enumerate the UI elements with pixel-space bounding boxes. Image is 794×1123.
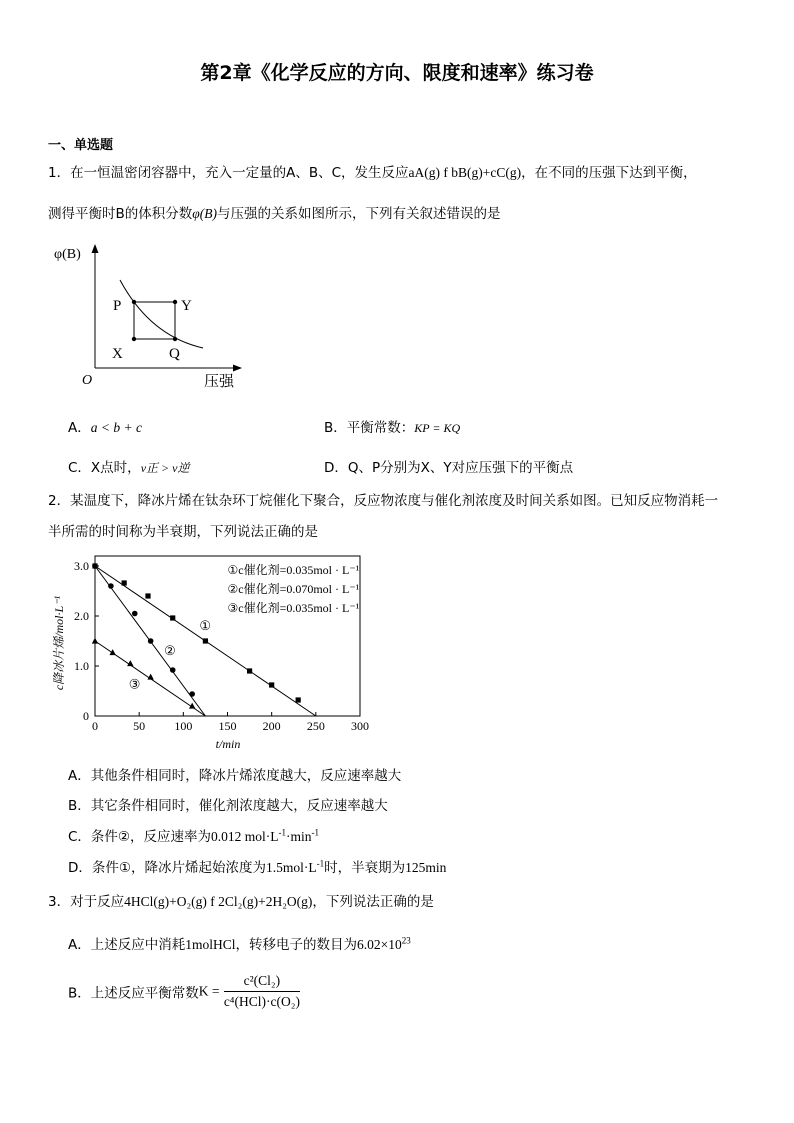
- q2-option-d-d: 125min: [405, 860, 447, 875]
- q1-point-Y: [173, 300, 177, 304]
- x-tick-label: 50: [133, 719, 146, 733]
- q2-option-d-c: 时，半衰期为: [324, 860, 406, 876]
- q1-point-X: [132, 337, 136, 341]
- q3-stem-b: ，下列说法正确的是: [312, 894, 434, 910]
- q2-option-c-a: C．条件②，反应速率为: [68, 829, 212, 845]
- q1-stem-line1: [48, 163, 697, 183]
- q1-point-P: [132, 300, 136, 304]
- q2-option-d[interactable]: [68, 856, 446, 876]
- data-point-circle: [148, 638, 154, 644]
- x-tick-label: 150: [218, 719, 237, 733]
- x-tick-label: 0: [92, 719, 98, 733]
- q2-stem-line2: 半所需的时间称为半衰期，下列说法正确的是: [48, 524, 318, 540]
- q1-phiB: φ(B): [192, 206, 217, 221]
- q3-option-a-d: 6.02×10: [357, 937, 402, 952]
- data-point-triangle: [109, 649, 115, 655]
- q1-graph-origin: O: [82, 373, 93, 388]
- q1-label-X: X: [112, 346, 123, 362]
- q2-chart: [50, 548, 380, 753]
- q3-option-a[interactable]: [68, 933, 411, 953]
- x-tick-label: 300: [351, 719, 369, 733]
- q1-point-Q: [173, 337, 177, 341]
- q3-equation: 4HCl(g)+O₂(g) f 2Cl₂(g)+2H₂O(g): [124, 894, 313, 909]
- q3-option-b[interactable]: [68, 973, 300, 1010]
- y-tick-label: 1.0: [74, 659, 89, 673]
- q3-option-a-b: 1molHCl: [185, 937, 236, 952]
- q2-series-label-3: ③: [128, 676, 141, 692]
- page-title: 第2章《化学反应的方向、限度和速率》练习卷: [200, 62, 594, 84]
- q2-option-c-c: ·min: [286, 829, 312, 844]
- q2-stem-line1: 2．某温度下，降冰片烯在钛杂环丁烷催化下聚合，反应物浓度与催化剂浓度及时间关系如图。已知反应物消耗一: [48, 493, 719, 509]
- q1-option-c-label: C．X点时，: [68, 460, 141, 476]
- q2-option-d-sup: -1: [316, 858, 325, 869]
- q1-graph-ylabel: φ(B): [54, 247, 81, 262]
- y-tick-label: 3.0: [74, 559, 89, 573]
- q3-option-b-a: B．上述反应平衡常数: [68, 985, 199, 1002]
- data-point-triangle: [92, 638, 98, 644]
- data-point-triangle: [147, 674, 153, 680]
- q3-fraction-num: c²(Cl₂): [224, 973, 300, 992]
- data-point-square: [296, 697, 301, 702]
- q3-stem: [48, 892, 434, 912]
- q1-x-arrow: [233, 365, 242, 372]
- legend-entry-2: ②c催化剂=0.070mol · L⁻¹: [227, 582, 360, 596]
- q2-option-b[interactable]: B．其它条件相同时，催化剂浓度越大，反应速率越大: [68, 798, 388, 814]
- q2-option-a[interactable]: A．其他条件相同时，降冰片烯浓度越大，反应速率越大: [68, 768, 402, 784]
- data-point-square: [247, 668, 252, 673]
- q1-label-P: P: [113, 298, 122, 314]
- q3-fraction-den: c⁴(HCl)·c(O₂): [223, 994, 300, 1009]
- y-tick-label: 0: [83, 709, 89, 723]
- q2-option-c[interactable]: [68, 825, 319, 845]
- q1-y-arrow: [92, 244, 99, 253]
- q1-option-b-label: B．平衡常数：: [324, 420, 415, 436]
- x-tick-label: 200: [262, 719, 281, 733]
- q3-stem-a: 3．对于反应: [48, 894, 125, 910]
- q1-label-Q: Q: [169, 346, 180, 362]
- data-point-square: [203, 638, 208, 643]
- q1-stem-line2: [48, 204, 500, 224]
- q3-option-a-c: ，转移电子的数目为: [235, 937, 358, 953]
- section-heading: 一、单选题: [48, 138, 114, 153]
- data-point-circle: [108, 583, 114, 589]
- q1-option-c-text: v正 > v逆: [140, 461, 190, 475]
- y-tick-label: 2.0: [74, 609, 89, 623]
- q2-option-d-b: 1.5mol·L: [266, 860, 317, 875]
- data-point-circle: [92, 563, 98, 569]
- q1-option-b[interactable]: [324, 416, 460, 436]
- q1-graph: [50, 238, 250, 398]
- data-point-circle: [170, 667, 176, 673]
- q1-rect: [134, 302, 175, 339]
- q2-option-c-b: 0.012 mol·L: [211, 829, 279, 844]
- q1-option-d[interactable]: D．Q、P分别为X、Y对应压强下的平衡点: [324, 460, 574, 476]
- q2-series-label-1: ①: [199, 618, 212, 633]
- q3-option-b-K: K =: [198, 983, 220, 999]
- q1-graph-xlabel: 压强: [204, 374, 235, 390]
- q2-plot-frame: [95, 556, 360, 716]
- q2-option-c-sup2: -1: [311, 827, 320, 838]
- data-point-circle: [189, 691, 195, 697]
- q1-option-c[interactable]: [68, 456, 189, 476]
- q1-option-b-text: KP = KQ: [414, 421, 461, 435]
- q3-option-a-sup: 23: [401, 935, 411, 946]
- q1-line2-a: 测得平衡时B的体积分数: [48, 206, 193, 222]
- data-point-square: [122, 580, 127, 585]
- data-point-square: [145, 593, 150, 598]
- q3-fraction: [224, 973, 300, 1010]
- q2-option-d-a: D．条件①，降冰片烯起始浓度为: [68, 860, 266, 876]
- legend-entry-3: ③c催化剂=0.035mol · L⁻¹: [227, 601, 360, 615]
- x-tick-label: 250: [306, 719, 325, 733]
- q1-option-a-label: A．: [68, 420, 91, 436]
- data-point-square: [269, 682, 274, 687]
- x-tick-label: 100: [174, 719, 193, 733]
- q1-option-a-text: a < b + c: [90, 420, 142, 435]
- q1-stem-a: 1．在一恒温密闭容器中，充入一定量的A、B、C，发生反应: [48, 165, 409, 181]
- q2-chart-xlabel: t/min: [215, 737, 241, 751]
- q2-series-label-2: ②: [164, 643, 176, 658]
- q1-equation: aA(g) f bB(g)+cC(g): [408, 165, 522, 180]
- q3-option-a-a: A．上述反应中消耗: [68, 937, 186, 953]
- data-point-square: [170, 615, 175, 620]
- data-point-circle: [132, 611, 138, 617]
- q1-option-a[interactable]: [68, 416, 142, 436]
- legend-entry-1: ①c催化剂=0.035mol · L⁻¹: [227, 563, 360, 577]
- q2-option-c-sup1: -1: [278, 827, 287, 838]
- q1-label-Y: Y: [181, 298, 192, 314]
- q1-line2-b: 与压强的关系如图所示，下列有关叙述错误的是: [216, 206, 501, 222]
- q2-chart-ylabel: c降冰片烯/mol·L⁻¹: [52, 595, 66, 691]
- q1-stem-b: ，在不同的压强下达到平衡，: [521, 165, 697, 181]
